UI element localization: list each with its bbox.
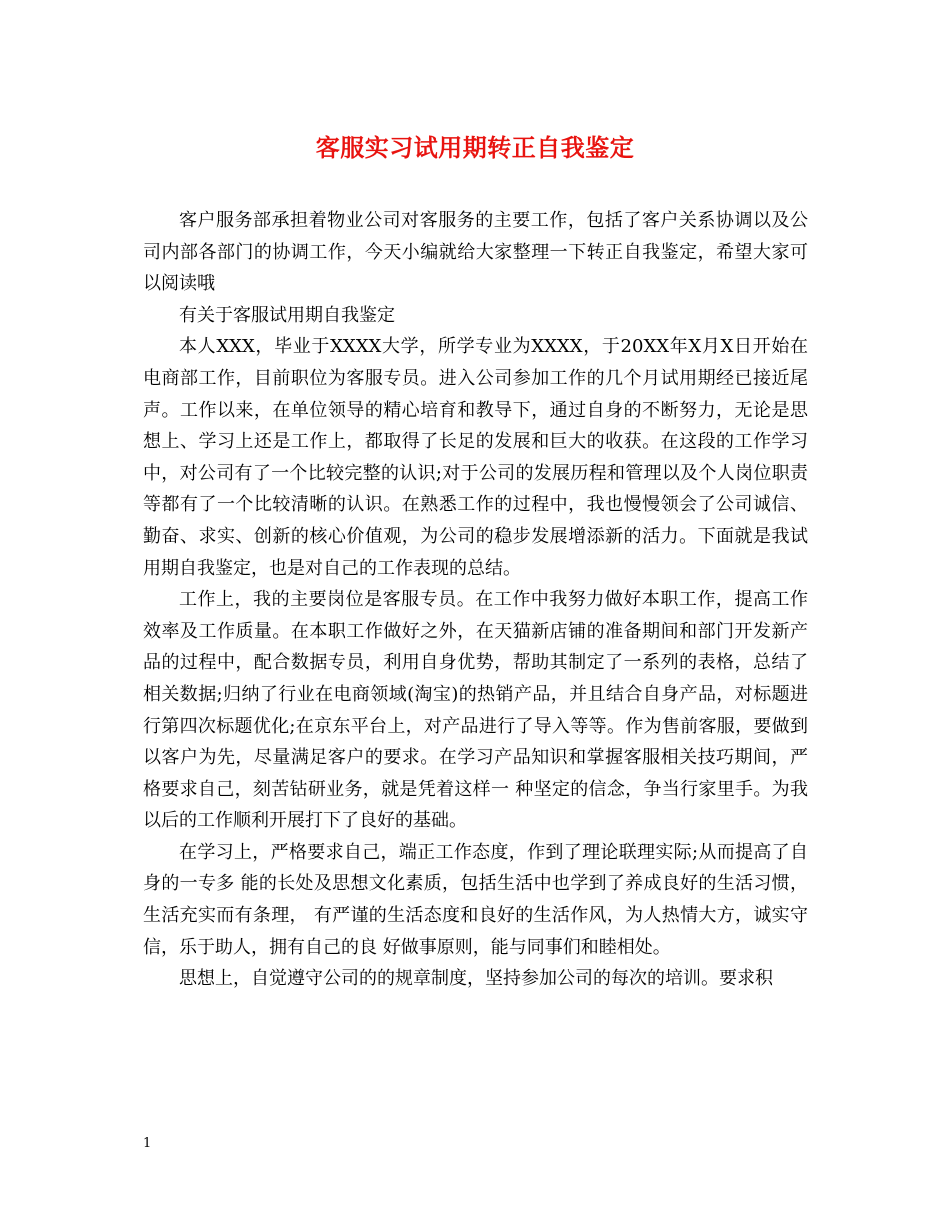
document-body (143, 205, 808, 995)
body-paragraph: 在学习上，严格要求自己，端正工作态度，作到了理论联理实际;从而提高了自身的一专多 能的长处及思想文化素质，包括生活中也学到了养成良好的生活习惯，生活充实而有条理， 有严谨的生活态度和良好的生活作风，为人热情大方，诚实守信，乐于助人，拥有自己的良 好做事原则，能与同事们和睦相处。 (143, 841, 808, 958)
body-paragraph: 有关于客服试用期自我鉴定 (179, 304, 395, 326)
body-paragraph: 本人XXX，毕业于XXXX大学，所学专业为XXXX，于20XX年X月X日开始在电商部工作，目前职位为客服专员。进入公司参加工作的几个月试用期经已接近尾声。工作以来，在单位领导的精心培育和教导下，通过自身的不断努力，无论是思想上、学习上还是工作上，都取得了长足的发展和巨大的收获。在这段的工作学习中，对公司有了一个比较完整的认识;对于公司的发展历程和管理以及个人岗位职责等都有了一个比较清晰的认识。在熟悉工作的过程中，我也慢慢领会了公司诚信、勤奋、求实、创新的核心价值观，为公司的稳步发展增添新的活力。下面就是我试用期自我鉴定，也是对自己的工作表现的总结。 (143, 336, 808, 579)
body-paragraph: 思想上，自觉遵守公司的的规章制度，坚持参加公司的每次的培训。要求积 (179, 968, 773, 990)
document-title: 客服实习试用期转正自我鉴定 (315, 133, 635, 162)
body-paragraph: 工作上，我的主要岗位是客服专员。在工作中我努力做好本职工作，提高工作效率及工作质量。在本职工作做好之外，在天猫新店铺的准备期间和部门开发新产品的过程中，配合数据专员，利用自身优势，帮助其制定了一系列的表格，总结了相关数据;归纳了行业在电商领域(淘宝)的热销产品，并且结合自身产品，对标题进行第四次标题优化;在京东平台上，对产品进行了导入等等。作为售前客服，要做到以客户为先，尽量满足客户的要求。在学习产品知识和掌握客服相关技巧期间，严格要求自己，刻苦钻研业务，就是凭着这样一 种坚定的信念，争当行家里手。为我以后的工作顺利开展打下了良好的基础。 (143, 589, 808, 832)
page-number: 1 (143, 1136, 152, 1151)
body-paragraph: 客户服务部承担着物业公司对客服务的主要工作，包括了客户关系协调以及公司内部各部门的协调工作，今天小编就给大家整理一下转正自我鉴定，希望大家可以阅读哦 (143, 210, 808, 295)
